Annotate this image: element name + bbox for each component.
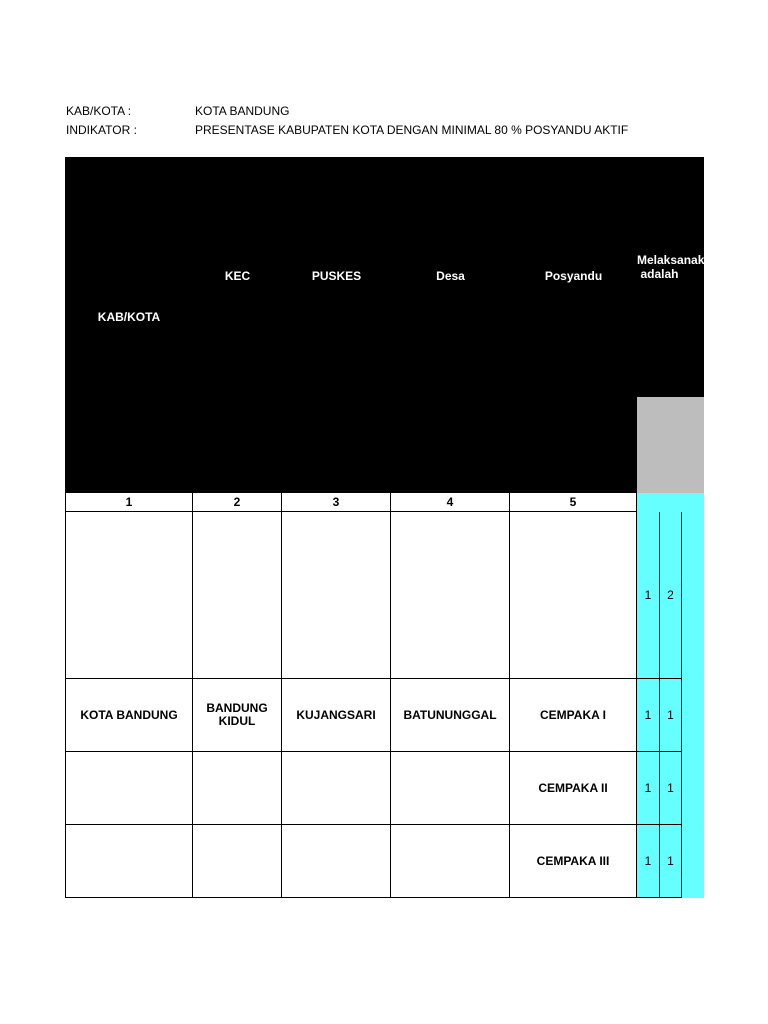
row2-desa — [391, 752, 510, 825]
col-number-1: 1 — [65, 493, 193, 512]
kabkota-label: KAB/KOTA : — [66, 104, 132, 118]
kabkota-value: KOTA BANDUNG — [195, 104, 290, 118]
table-header-block — [65, 157, 719, 493]
table-cell — [193, 512, 282, 679]
row2-value-1: 1 — [637, 752, 660, 825]
header-partial: Melaksanakan adalah — [637, 253, 719, 281]
row2-kec — [193, 752, 282, 825]
row2-posyandu: CEMPAKA II — [510, 752, 637, 825]
header-desa: Desa — [436, 269, 465, 283]
row3-kec — [193, 825, 282, 898]
row1-value-1: 1 — [637, 679, 660, 752]
row2-puskes — [282, 752, 391, 825]
row3-puskes — [282, 825, 391, 898]
table-cell — [510, 512, 637, 679]
col-number-4: 4 — [391, 493, 510, 512]
row3-value-1: 1 — [637, 825, 660, 898]
row1-kec: BANDUNG KIDUL — [193, 679, 282, 752]
header-gray-block — [637, 397, 704, 493]
row2-kabkota — [65, 752, 193, 825]
sub-number-1: 1 — [637, 512, 660, 679]
sub-number-2: 2 — [660, 512, 682, 679]
indikator-label: INDIKATOR : — [66, 123, 137, 137]
indikator-value: PRESENTASE KABUPATEN KOTA DENGAN MINIMAL 80 % POSYANDU AKTIF — [195, 123, 629, 137]
header-puskes: PUSKES — [311, 269, 362, 283]
row1-kabkota: KOTA BANDUNG — [65, 679, 193, 752]
header-kabkota: KAB/KOTA — [97, 310, 161, 324]
data-table — [65, 157, 719, 898]
header-kec: KEC — [224, 269, 251, 283]
row2-value-2: 1 — [660, 752, 682, 825]
row1-puskes: KUJANGSARI — [282, 679, 391, 752]
row1-posyandu: CEMPAKA I — [510, 679, 637, 752]
header-posyandu: Posyandu — [544, 269, 603, 283]
row3-value-2: 1 — [660, 825, 682, 898]
row1-desa: BATUNUNGGAL — [391, 679, 510, 752]
row1-value-2: 1 — [660, 679, 682, 752]
col-number-3: 3 — [282, 493, 391, 512]
col-number-5: 5 — [510, 493, 637, 512]
table-cell — [391, 512, 510, 679]
row3-desa — [391, 825, 510, 898]
table-cell — [282, 512, 391, 679]
table-cell — [65, 512, 193, 679]
row3-kabkota — [65, 825, 193, 898]
col-number-2: 2 — [193, 493, 282, 512]
row3-posyandu: CEMPAKA III — [510, 825, 637, 898]
